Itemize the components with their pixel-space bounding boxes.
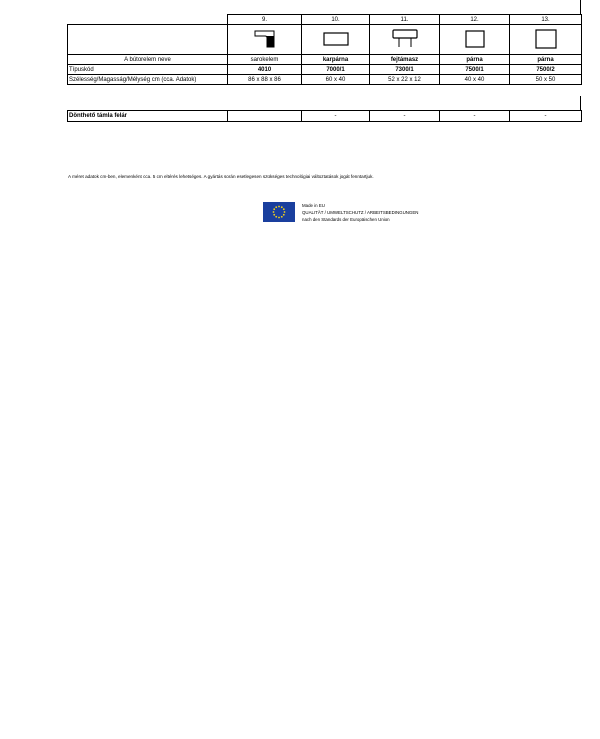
- element-icon-cell: [228, 25, 302, 55]
- element-icon-cell: [510, 25, 582, 55]
- surcharge-value: -: [370, 111, 440, 122]
- empty-cell: [68, 25, 228, 55]
- surcharge-value: [228, 111, 302, 122]
- element-name: párna: [510, 55, 582, 65]
- element-name-row: [68, 55, 582, 65]
- element-name: fejtámasz: [370, 55, 440, 65]
- dimensions: 40 x 40: [440, 75, 510, 85]
- dimensions-row: [68, 75, 582, 85]
- corner-element-icon: [254, 30, 276, 48]
- eu-flag-icon: [263, 202, 295, 222]
- type-code: 7000/1: [302, 65, 370, 75]
- dimensions: 60 x 40: [302, 75, 370, 85]
- surcharge-value: -: [440, 111, 510, 122]
- element-name: sarokelem: [228, 55, 302, 65]
- element-icon-cell: [440, 25, 510, 55]
- element-icon-row: [68, 25, 582, 55]
- surcharge-value: -: [302, 111, 370, 122]
- table-top-edge: [580, 0, 581, 14]
- row-label: Típuskód: [68, 65, 228, 75]
- eu-line: nach den Standards der Europäischen Union: [302, 217, 390, 222]
- empty-cell: [68, 15, 228, 25]
- type-code-row: [68, 65, 582, 75]
- row-label: A bútorelem neve: [68, 55, 228, 65]
- dimensions: 86 x 88 x 86: [228, 75, 302, 85]
- element-icon-cell: [370, 25, 440, 55]
- type-code: 4010: [228, 65, 302, 75]
- headrest-icon: [392, 29, 418, 49]
- type-code: 7500/2: [510, 65, 582, 75]
- size-disclaimer-note: A méret adatok cm-ben, elemenként cca. 5 cm eltérés lehetséges. A gyártás során esetlegesen szükséges technológiai változtatások jogát fenntartjuk.: [68, 174, 374, 179]
- surcharge-label: Dönthető támla felár: [68, 111, 228, 122]
- eu-line: QUALITÄT / UMWELTSCHUTZ / ARBEITSBEDINGUNGEN: [302, 210, 419, 215]
- element-number: 9.: [228, 15, 302, 25]
- pillow-square-small-icon: [465, 30, 485, 48]
- furniture-elements-table: [67, 14, 582, 85]
- type-code: 7500/1: [440, 65, 510, 75]
- row-label: Szélesség/Magasság/Mélység cm (cca. Adatok): [68, 75, 228, 85]
- element-number: 11.: [370, 15, 440, 25]
- element-name: karpárna: [302, 55, 370, 65]
- element-icon-cell: [302, 25, 370, 55]
- surcharge-row: [68, 111, 582, 122]
- type-code: 7300/1: [370, 65, 440, 75]
- element-name: párna: [440, 55, 510, 65]
- dimensions: 52 x 22 x 12: [370, 75, 440, 85]
- eu-quality-statement: [302, 202, 418, 223]
- dimensions: 50 x 50: [510, 75, 582, 85]
- pillow-square-large-icon: [535, 29, 557, 49]
- pillow-rectangle-icon: [323, 32, 349, 46]
- element-number: 12.: [440, 15, 510, 25]
- surcharge-table: [67, 110, 582, 122]
- surcharge-value: -: [510, 111, 582, 122]
- table-right-edge: [580, 96, 581, 110]
- element-number-row: [68, 15, 582, 25]
- element-number: 10.: [302, 15, 370, 25]
- element-number: 13.: [510, 15, 582, 25]
- eu-line: Made in EU: [302, 203, 325, 208]
